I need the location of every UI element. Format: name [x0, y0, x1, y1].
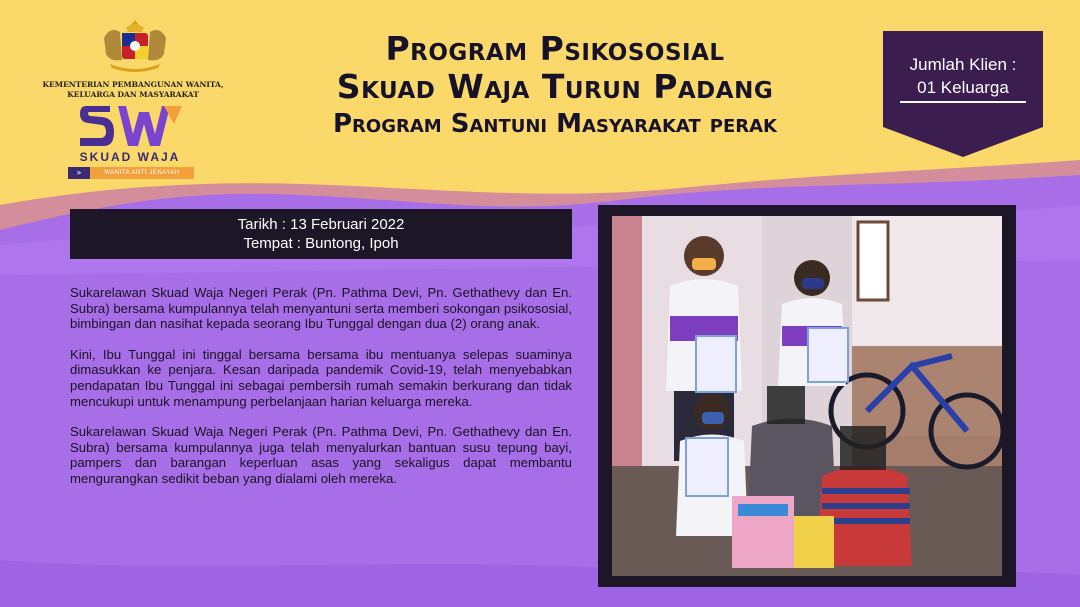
page-title — [230, 30, 880, 142]
chevron-right-icon: » — [68, 167, 90, 179]
title-line-2: Skuad Waja Turun Padang — [336, 67, 774, 106]
crest-emblem-icon — [96, 18, 174, 76]
event-info-bar — [70, 209, 572, 259]
paragraph-3: Sukarelawan Skuad Waja Negeri Perak (Pn. Pathma Devi, Pn. Gethathevy dan En. Subra) bersama kumpulannya juga telah menyalurkan bantuan susu tepung bayi, pampers dan barangan keperluan asas yang sekaligus dapat membantu mengurangkan sedikit beban yang dialami oleh mereka. — [70, 424, 572, 486]
client-count — [883, 53, 1043, 103]
client-count-label: Jumlah Klien : — [909, 55, 1017, 74]
client-count-value: 01 Keluarga — [917, 78, 1009, 97]
paragraph-2: Kini, Ibu Tunggal ini tinggal bersama bersama ibu mentuanya selepas suaminya dimasukkan ke penjara. Kesan daripada pandemik Covid-19, telah menyebabkan pendapatan Ibu Tunggal ini sebagai pembersih rumah semakin berkurang dan tidak mencukupi untuk menampung perbelanjaan harian keluarga mereka. — [70, 346, 572, 409]
title-line-1: Program Psikososial — [385, 29, 725, 68]
client-count-underline — [900, 101, 1026, 103]
paragraph-1: Sukarelawan Skuad Waja Negeri Perak (Pn. Pathma Devi, Pn. Gethathevy dan En. Subra) bersama kumpulannya telah menyantuni serta memberi sokongan psikososial, bimbingan dan nasihat kepada seorang Ibu Tunggal dengan dua (2) orang anak. — [70, 285, 572, 332]
skuad-waja-name: SKUAD WAJA — [79, 150, 181, 164]
group-photo — [612, 216, 1002, 576]
article-body — [70, 285, 572, 502]
event-place: Tempat : Buntong, Ipoh — [243, 235, 399, 252]
skuad-waja-logo-icon — [78, 102, 186, 150]
title-line-3: Program Santuni Masyarakat perak — [332, 109, 777, 139]
ministry-name: KEMENTERIAN PEMBANGUNAN WANITA, KELUARGA DAN MASYARAKAT — [42, 80, 224, 99]
event-date: Tarikh : 13 Februari 2022 — [237, 216, 405, 233]
skuad-waja-tagline-bar — [68, 167, 194, 179]
skuad-waja-tagline: WANITA ANTI JENAYAH — [104, 170, 180, 176]
